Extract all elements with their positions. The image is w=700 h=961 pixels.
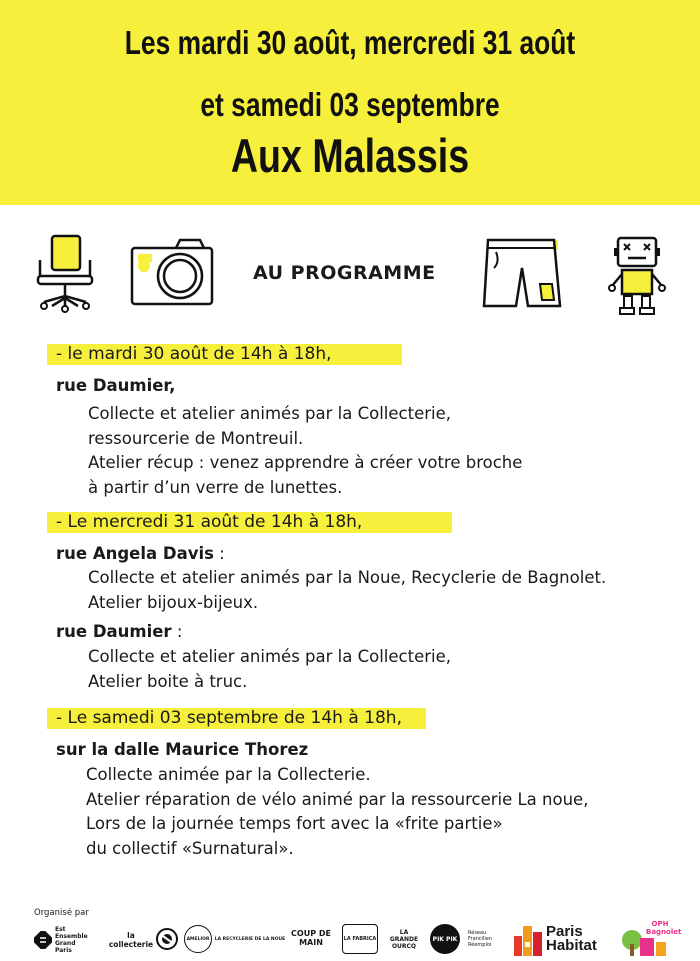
description-line: Collecte et atelier animés par la Noue, Recyclerie de Bagnolet. bbox=[88, 568, 607, 587]
event-description bbox=[88, 645, 451, 694]
event-date: - Le mercredi 31 août de 14h à 18h, bbox=[56, 512, 363, 532]
description-line: Lors de la journée temps fort avec la «frite partie» bbox=[86, 814, 503, 833]
description-line: ressourcerie de Montreuil. bbox=[88, 428, 304, 448]
header-location: Aux Malassis bbox=[230, 129, 470, 182]
event-description bbox=[86, 763, 588, 861]
description-line: Atelier réparation de vélo animé par la ressourcerie La noue, bbox=[86, 789, 589, 809]
street-name: sur la dalle Maurice Thorez bbox=[56, 740, 309, 759]
la-grande-ourcq-logo: LA GRANDE OURCQ bbox=[389, 928, 419, 950]
pik-pik-logo: PIK PIK bbox=[430, 924, 460, 954]
street-suffix: : bbox=[213, 544, 225, 563]
organised-by-label: Organisé par bbox=[34, 908, 89, 918]
header-dates-line-2: et samedi 03 septembre bbox=[200, 86, 500, 123]
event-date: - le mardi 30 août de 14h à 18h, bbox=[56, 344, 332, 364]
la-collecterie-logo: la collecterie bbox=[108, 931, 154, 949]
circle-logo-1 bbox=[156, 928, 178, 950]
event-street bbox=[56, 622, 182, 641]
reseau-francilien-logo: Réseau Francilien Réemploi bbox=[468, 930, 492, 948]
description-line: Atelier récup : venez apprendre à créer votre broche bbox=[88, 453, 523, 472]
street-suffix: : bbox=[171, 622, 183, 641]
program-title: AU PROGRAMME bbox=[253, 262, 436, 284]
header-banner bbox=[0, 0, 700, 205]
street-name: rue Daumier, bbox=[56, 376, 176, 395]
event-date: - Le samedi 03 septembre de 14h à 18h, bbox=[56, 708, 402, 728]
description-line: du collectif «Surnatural». bbox=[86, 838, 294, 858]
office-chair-icon bbox=[32, 234, 98, 314]
description-line: Atelier boite à truc. bbox=[88, 671, 248, 691]
description-line: Atelier bijoux-bijeux. bbox=[88, 592, 259, 612]
la-recyclerie-logo: LA RECYCLERIE DE LA NOUE bbox=[214, 936, 286, 942]
est-ensemble-logo: Est Ensemble Grand Paris bbox=[34, 928, 94, 952]
header-dates-line-1: Les mardi 30 août, mercredi 31 août bbox=[124, 24, 576, 61]
description-line: à partir d’un verre de lunettes. bbox=[88, 477, 343, 497]
description-line: Collecte animée par la Collecterie. bbox=[86, 765, 371, 784]
paris-habitat-logo: Paris Habitat bbox=[514, 920, 614, 958]
street-name: rue Angela Davis bbox=[56, 544, 214, 563]
event-description bbox=[88, 566, 606, 615]
robot-icon bbox=[608, 236, 666, 316]
amelior-logo: AMELIOR bbox=[184, 925, 212, 953]
camera-icon bbox=[130, 238, 214, 308]
la-fabrica-logo: LA FABRICA bbox=[342, 924, 378, 954]
description-line: Collecte et atelier animés par la Collecterie, bbox=[88, 404, 451, 423]
street-name: rue Daumier bbox=[56, 622, 172, 641]
event-street bbox=[56, 740, 308, 759]
shorts-icon bbox=[482, 238, 564, 310]
description-line: Collecte et atelier animés par la Collecterie, bbox=[88, 647, 451, 666]
oph-bagnolet-logo: OPH Bagnolet bbox=[620, 920, 674, 958]
coup-de-main-logo: COUP DE MAIN bbox=[291, 929, 331, 947]
partner-logos bbox=[34, 920, 682, 958]
event-description bbox=[88, 402, 522, 500]
event-street bbox=[56, 544, 225, 563]
event-street bbox=[56, 376, 175, 395]
